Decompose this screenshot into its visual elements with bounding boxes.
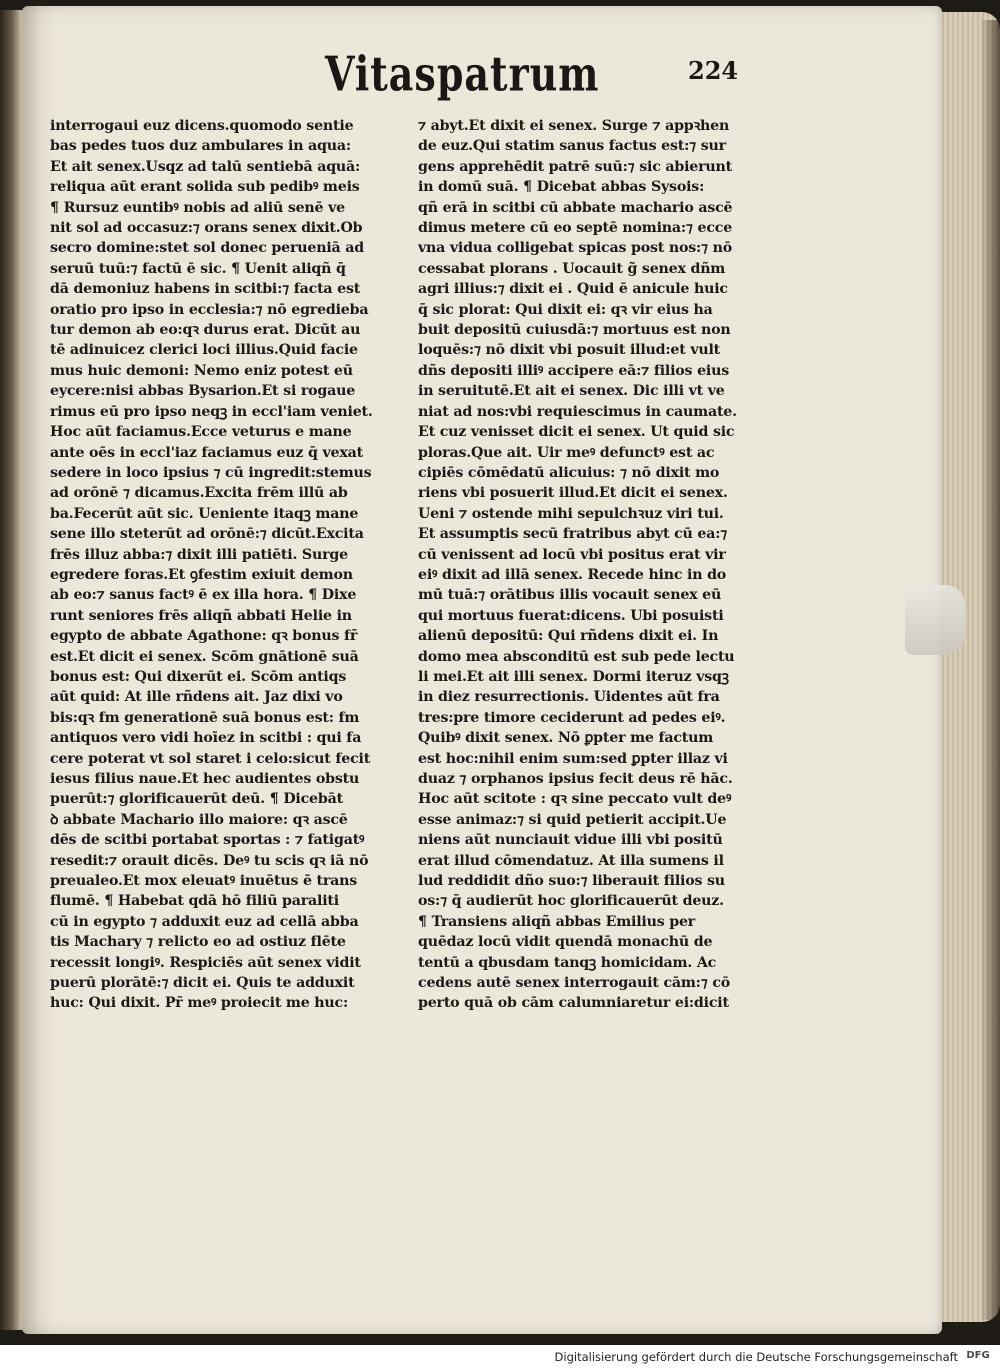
text-line: tres:pre timore ceciderunt ad pedes eiꝰ. — [418, 709, 726, 726]
text-line: quēdaz locū vidit quendā monachū de — [418, 934, 713, 951]
text-line: os:⁊ q̄ audierūt hoc glorificauerūt deuz. — [418, 893, 724, 910]
page-number: 224 — [688, 56, 739, 85]
text-line: cessabat plorans . Uocauit g̃ senex dñm — [418, 260, 726, 277]
text-line: mus huic demoni: Nemo eniz potest eū — [50, 362, 353, 379]
text-line: Et assumptis secū fratribus abyt cū ea:⁊ — [418, 526, 728, 543]
text-line: loquēs:⁊ nō dixit vbi posuit illud:et vult — [418, 342, 721, 359]
text-line: bas pedes tuos duz ambulares in aqua: — [50, 138, 351, 155]
text-line: tur demon ab eo:qꝛ durus erat. Dicūt au — [50, 322, 361, 339]
text-line: lud reddidit dño suo:⁊ liberauit filios su — [418, 873, 725, 890]
text-line: dimus metere cū eo septē nomina:⁊ ecce — [418, 220, 733, 237]
text-line: de euz.Qui statim sanus factus est:⁊ sur — [418, 138, 726, 155]
text-line: cere poterat vt sol staret i celo:sicut fecit — [50, 750, 371, 767]
text-line: mū tuā:⁊ orātibus illis vocauit senex eū — [418, 587, 722, 604]
text-line: aūt quid: At ille rñdens ait. Jaz dixi vo — [50, 689, 343, 706]
text-line: Ueni ⁊ ostende mihi sepulchꝛuz viri tui. — [418, 505, 724, 522]
text-line: ad orōnē ⁊ dicamus.Excita frēm illū ab — [50, 485, 348, 502]
text-line: oratio pro ipso in ecclesia:⁊ nō egredieba — [50, 301, 369, 318]
text-line: cū venissent ad locū vbi positus erat vir — [418, 546, 726, 563]
text-line: resedit:⁊ orauit dicēs. Deꝰ tu scis qꝛ iā nō — [50, 852, 369, 869]
text-line: niens aūt nunciauit vidue illi vbi positū — [418, 832, 723, 849]
text-line: preualeo.Et mox eleuatꝰ inuētus ē trans — [50, 873, 358, 890]
text-line: ploras.Que ait. Uir meꝰ defunctꝰ est ac — [418, 444, 715, 461]
text-line: ab eo:⁊ sanus factꝰ ē ex illa hora. ¶ Dixe — [50, 587, 357, 604]
text-line: puerūt:⁊ glorificauerūt deū. ¶ Dicebāt — [50, 791, 343, 808]
digitization-footer — [0, 1345, 1000, 1369]
text-line: li mei.Et ait illi senex. Dormi iteruz vsqꝫ — [418, 668, 729, 685]
text-line: qñ erā in scitbi cū abbate machario ascē — [418, 199, 733, 216]
text-line: tentū a qbusdam tanqꝫ homicidam. Ac — [418, 954, 717, 971]
text-line: antiquos vero vidi hoīez in scitbi : qui fa — [50, 730, 362, 747]
text-line: rimus eū pro ipso neqꝫ in eccl'iam veniet. — [50, 403, 373, 420]
text-line: buit depositū cuiusdā:⁊ mortuus est non — [418, 322, 731, 339]
page-clip — [905, 585, 965, 655]
text-line: duaz ⁊ orphanos ipsius fecit deus rē hāc. — [418, 771, 733, 787]
text-line: in diez resurrectionis. Uidentes aūt fra — [418, 689, 720, 706]
text-line: tē adinuicez clerici loci illius.Quid facie — [50, 342, 358, 359]
text-line: bis:qꝛ fm generationē suā bonus est: fm — [50, 709, 360, 726]
text-column-left — [50, 116, 422, 1014]
text-line: ¶ Rursuz euntibꝰ nobis ad aliū senē ve — [50, 199, 345, 216]
text-line: seruū tuū:⁊ factū ē sic. ¶ Uenit aliqñ q̄ — [50, 260, 346, 277]
text-line: cū in egypto ⁊ adduxit euz ad cellā abba — [50, 913, 359, 930]
text-line: bonus est: Qui dixerūt ei. Scōm antiqs — [50, 668, 347, 685]
text-line: nit sol ad occasuz:⁊ orans senex dixit.Ob — [50, 220, 363, 237]
text-line: est hoc:nihil enim sum:sed ꝑpter illaz vi — [418, 750, 728, 767]
text-line: flumē. ¶ Habebat qdā hō filiū paraliti — [50, 893, 339, 910]
text-line: Hoc aūt scitote : qꝛ sine peccato vult deꝰ — [418, 791, 732, 808]
text-line: Quibꝰ dixit senex. Nō ꝑpter me factum — [418, 730, 714, 747]
text-line: tis Machary ⁊ relicto eo ad ostiuz flēte — [50, 934, 346, 951]
text-line: reliqua aūt erant solida sub pedibꝰ meis — [50, 179, 360, 196]
text-line: Et cuz venisset dicit ei senex. Ut quid sic — [418, 424, 735, 441]
text-line: q̄ sic plorat: Qui dixit ei: qꝛ vir eius ha — [418, 301, 713, 318]
text-line: egypto de abbate Agathone: qꝛ bonus fr̄ — [50, 628, 358, 645]
text-line: huc: Qui dixit. Pr̄ meꝰ proiecit me huc: — [50, 995, 348, 1012]
text-line: esse animaz:⁊ si quid petierit accipit.Ue — [418, 811, 727, 828]
text-line: Et ait senex.Usqz ad talū sentiebā aquā: — [50, 158, 361, 175]
text-line: egredere foras.Et ꝯfestim exiuit demon — [50, 566, 353, 583]
text-line: vna vidua colligebat spicas post nos:⁊ nō — [418, 240, 733, 257]
text-line: agri illius:⁊ dixit ei . Quid ē anicule huic — [418, 281, 728, 298]
text-line: sene illo steterūt ad orōnē:⁊ dicūt.Excita — [50, 526, 364, 543]
text-line: cedens autē senex interrogauit cām:⁊ cō — [418, 975, 731, 992]
running-title: Vitaspatrum — [325, 45, 600, 102]
text-line: eiꝰ dixit ad illā senex. Recede hinc in do — [418, 566, 727, 583]
text-line: dā demoniuz habens in scitbi:⁊ facta est — [50, 281, 361, 298]
page-stack-shadow — [980, 20, 1000, 1320]
text-line: cipiēs cōmēdatū alicuius: ⁊ nō dixit mo — [418, 464, 720, 481]
text-line: puerū plorātē:⁊ dicit ei. Quis te adduxit — [50, 975, 355, 992]
text-line: ¶ Transiens aliqñ abbas Emilius per — [418, 913, 696, 930]
text-line: recessit longiꝰ. Respiciēs aūt senex vidit — [50, 954, 361, 971]
text-line: gens apprehēdit patrē suū:⁊ sic abierunt — [418, 158, 732, 175]
text-line: ꝺ abbate Machario illo maiore: qꝛ ascē — [50, 811, 348, 828]
text-line: eycere:nisi abbas Bysarion.Et si rogaue — [50, 383, 356, 400]
text-line: sedere in loco ipsius ⁊ cū ingredit:stemus — [50, 464, 372, 481]
text-line: in seruitutē.Et ait ei senex. Dic illi vt ve — [418, 383, 725, 400]
text-line: alienū depositū: Qui rñdens dixit ei. In — [418, 628, 719, 645]
funding-note: Digitalisierung gefördert durch die Deutsche Forschungsgemeinschaft — [554, 1350, 958, 1364]
text-line: runt seniores frēs aliqñ abbati Helie in — [50, 607, 352, 624]
text-line: frēs illuz abba:⁊ dixit illi patiēti. Surge — [50, 546, 348, 563]
text-line: est.Et dicit ei senex. Scōm gnātionē suā — [50, 648, 359, 665]
text-line: erat illud cōmendatuz. At illa sumens il — [418, 852, 724, 869]
text-line: niat ad nos:vbi requiescimus in caumate. — [418, 403, 737, 420]
dfg-logo: DFG — [966, 1350, 990, 1361]
text-line: riens vbi posuerit illud.Et dicit ei senex. — [418, 485, 728, 502]
text-line: Hoc aūt faciamus.Ecce veturus e mane — [50, 424, 352, 441]
text-line: interrogaui euz dicens.quomodo sentie — [50, 118, 354, 134]
text-line: perto quā ob cām calumniaretur ei:dicit — [418, 995, 729, 1012]
text-line: ba.Fecerūt aūt sic. Ueniente itaqꝫ mane — [50, 505, 359, 522]
text-line: ante oēs in eccl'iaz faciamus euz q̄ vexat — [50, 444, 363, 461]
text-line: dñs depositi illiꝰ accipere eā:⁊ filios eius — [418, 362, 730, 379]
text-line: qui mortuus fuerat:dicens. Ubi posuisti — [418, 607, 724, 624]
text-line: in domū suā. ¶ Dicebat abbas Sysois: — [418, 179, 705, 196]
text-line: iesus filius naue.Et hec audientes obstu — [50, 771, 360, 787]
text-column-right — [418, 116, 790, 1014]
text-line: ⁊ abyt.Et dixit ei senex. Surge ⁊ appꝛhen — [418, 118, 730, 134]
text-line: secro domine:stet sol donec perueniā ad — [50, 240, 364, 257]
text-line: domo mea absconditū est sub pede lectu — [418, 648, 735, 665]
text-line: dēs de scitbi portabat sportas : ⁊ fatigatꝰ — [50, 832, 365, 849]
